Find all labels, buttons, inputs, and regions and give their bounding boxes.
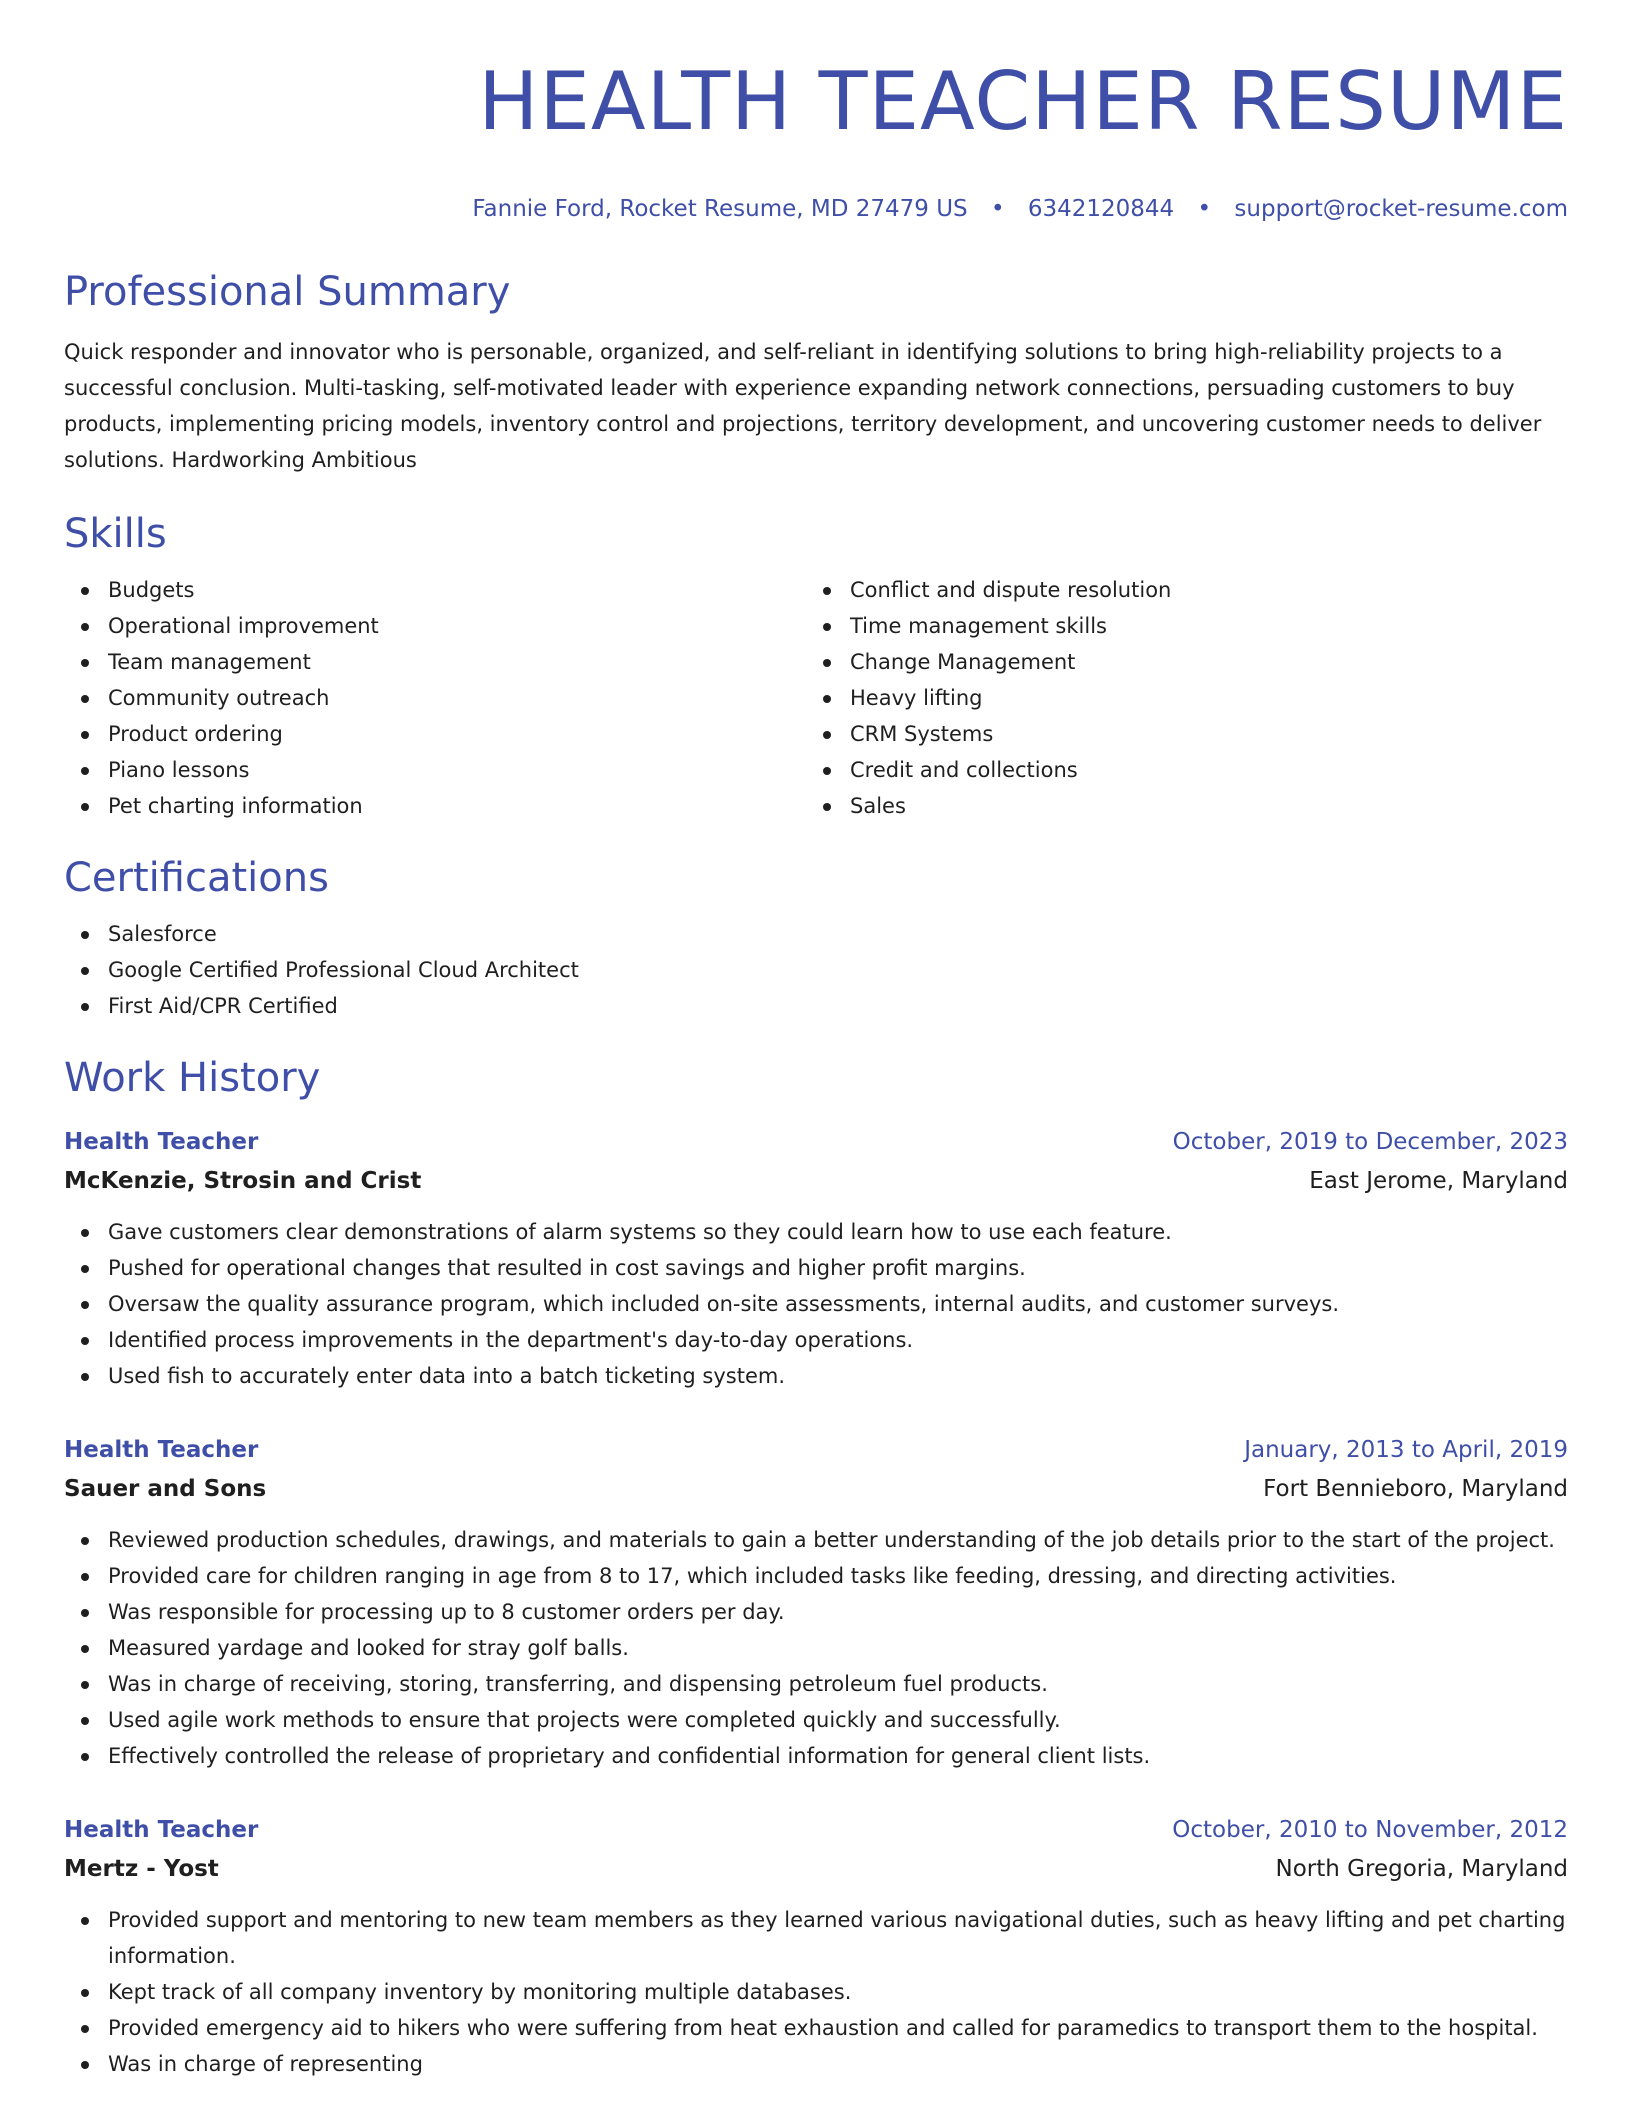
skill-item: Community outreach <box>64 680 806 716</box>
skills-list-right <box>806 572 1548 824</box>
skill-item: Budgets <box>64 572 806 608</box>
job-entry <box>64 1430 1568 1774</box>
job-entry <box>64 1810 1568 2082</box>
certification-item: Salesforce <box>64 916 1568 952</box>
job-company: Mertz - Yost <box>64 1856 219 1882</box>
job-bullet: Provided support and mentoring to new team members as they learned various navigational duties, such as heavy lifting and pet charting information. <box>64 1902 1568 1974</box>
skills-heading: Skills <box>64 511 167 557</box>
work-history-heading: Work History <box>64 1055 321 1101</box>
job-bullet: Measured yardage and looked for stray golf balls. <box>64 1630 1568 1666</box>
summary-text: Quick responder and innovator who is personable, organized, and self-reliant in identifying solutions to bring high-reliability projects to a successful conclusion. Multi-tasking, self-motivated leader with experience expanding network connections, persuading customers to buy products, implementing pricing models, inventory control and projections, territory development, and uncovering customer needs to deliver solutions. Hardworking Ambitious <box>64 340 1542 472</box>
certifications-heading: Certifications <box>64 855 329 901</box>
job-title-row <box>64 1122 1568 1162</box>
skill-item: Piano lessons <box>64 752 806 788</box>
job-bullet: Provided care for children ranging in age from 8 to 17, which included tasks like feeding, dressing, and directing activities. <box>64 1558 1568 1594</box>
job-bullet: Reviewed production schedules, drawings, and materials to gain a better understanding of the job details prior to the start of the project. <box>64 1522 1568 1558</box>
job-location: Fort Bennieboro, Maryland <box>1263 1476 1568 1502</box>
skill-item: Heavy lifting <box>806 680 1548 716</box>
skill-item: Pet charting information <box>64 788 806 824</box>
job-company-row <box>64 1850 1568 1888</box>
skills-grid <box>64 572 1568 824</box>
job-entry <box>64 1122 1568 1394</box>
job-bullet: Oversaw the quality assurance program, which included on-site assessments, internal audits, and customer surveys. <box>64 1286 1568 1322</box>
skill-item: Sales <box>806 788 1548 824</box>
certification-item: First Aid/CPR Certified <box>64 988 1568 1024</box>
job-location: North Gregoria, Maryland <box>1275 1856 1568 1882</box>
contact-separator: • <box>1197 196 1212 222</box>
job-bullet: Pushed for operational changes that resulted in cost savings and higher profit margins. <box>64 1250 1568 1286</box>
job-location: East Jerome, Maryland <box>1309 1168 1568 1194</box>
skill-item: Operational improvement <box>64 608 806 644</box>
job-title: Health Teacher <box>64 1817 259 1843</box>
job-bullet: Was in charge of receiving, storing, transferring, and dispensing petroleum fuel products. <box>64 1666 1568 1702</box>
job-bullets <box>64 1522 1568 1774</box>
job-title-row <box>64 1810 1568 1850</box>
skill-item: CRM Systems <box>806 716 1548 752</box>
job-company: McKenzie, Strosin and Crist <box>64 1168 422 1194</box>
skill-item: Conflict and dispute resolution <box>806 572 1548 608</box>
job-bullet: Effectively controlled the release of proprietary and confidential information for general client lists. <box>64 1738 1568 1774</box>
skill-item: Product ordering <box>64 716 806 752</box>
job-bullet: Kept track of all company inventory by monitoring multiple databases. <box>64 1974 1568 2010</box>
job-company-row <box>64 1162 1568 1200</box>
contact-separator: • <box>990 196 1005 222</box>
skill-item: Time management skills <box>806 608 1548 644</box>
summary-heading: Professional Summary <box>64 269 511 315</box>
skill-item: Credit and collections <box>806 752 1548 788</box>
job-title: Health Teacher <box>64 1129 259 1155</box>
contact-phone: 6342120844 <box>1027 196 1175 222</box>
job-bullet: Was responsible for processing up to 8 customer orders per day. <box>64 1594 1568 1630</box>
skills-list-left <box>64 572 806 824</box>
job-bullet: Gave customers clear demonstrations of alarm systems so they could learn how to use each feature. <box>64 1214 1568 1250</box>
job-bullets <box>64 1902 1568 2082</box>
contact-email: support@rocket-resume.com <box>1234 196 1568 222</box>
skill-item: Team management <box>64 644 806 680</box>
job-bullet: Used agile work methods to ensure that projects were completed quickly and successfully. <box>64 1702 1568 1738</box>
job-dates: October, 2019 to December, 2023 <box>1172 1129 1568 1155</box>
contact-address: Fannie Ford, Rocket Resume, MD 27479 US <box>472 196 968 222</box>
job-title: Health Teacher <box>64 1437 259 1463</box>
job-dates: January, 2013 to April, 2019 <box>1244 1437 1568 1463</box>
job-bullet: Used fish to accurately enter data into a batch ticketing system. <box>64 1358 1568 1394</box>
resume-title: HEALTH TEACHER RESUME <box>478 55 1568 148</box>
job-bullet: Provided emergency aid to hikers who were suffering from heat exhaustion and called for paramedics to transport them to the hospital. <box>64 2010 1568 2046</box>
job-company-row <box>64 1470 1568 1508</box>
certification-item: Google Certified Professional Cloud Architect <box>64 952 1568 988</box>
job-dates: October, 2010 to November, 2012 <box>1172 1817 1568 1843</box>
job-bullet: Identified process improvements in the department's day-to-day operations. <box>64 1322 1568 1358</box>
skill-item: Change Management <box>806 644 1548 680</box>
certifications-list <box>64 916 1568 1024</box>
job-company: Sauer and Sons <box>64 1476 267 1502</box>
job-bullets <box>64 1214 1568 1394</box>
job-bullet: Was in charge of representing <box>64 2046 1568 2082</box>
resume-header <box>64 52 1568 224</box>
job-title-row <box>64 1430 1568 1470</box>
contact-line <box>64 194 1568 224</box>
